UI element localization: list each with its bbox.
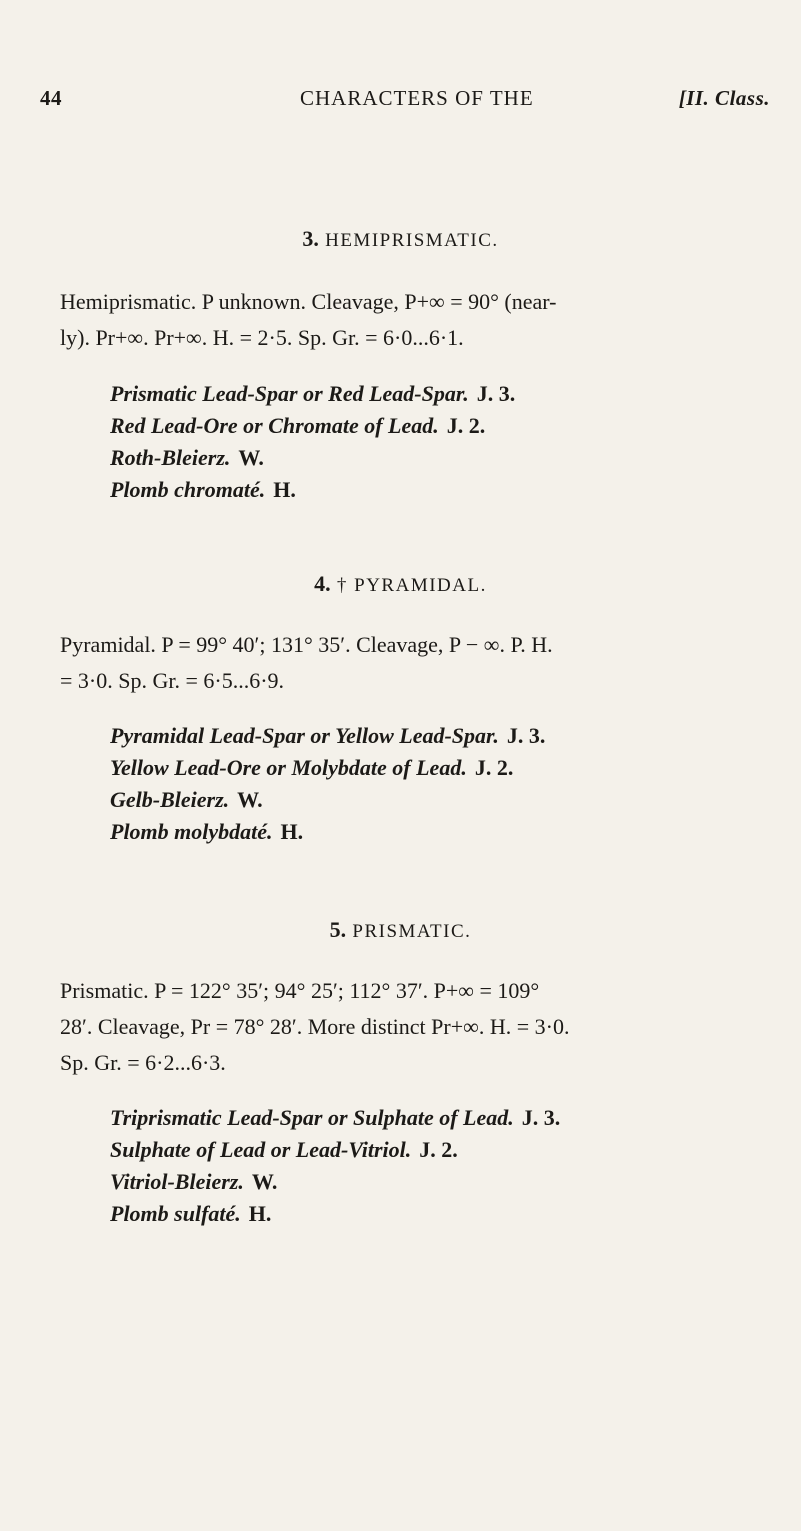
synonym-author: W. <box>237 787 263 812</box>
synonym-entry <box>110 752 770 784</box>
description-line: = 3·0. Sp. Gr. = 6·5...6·9. <box>60 668 285 693</box>
synonym-name: Prismatic Lead-Spar or Red Lead-Spar. <box>110 381 469 406</box>
synonym-list <box>110 1102 770 1230</box>
synonym-name: Plomb sulfaté. <box>110 1201 241 1226</box>
description-line: 28′. Cleavage, Pr = 78° 28′. More distinct Pr+∞. H. = 3·0. <box>60 1014 570 1039</box>
synonym-name: Yellow Lead-Ore or Molybdate of Lead. <box>110 755 467 780</box>
synonym-author: W. <box>251 1169 278 1194</box>
section-heading <box>0 226 801 252</box>
synonym-author: H. <box>280 819 304 844</box>
synonym-entry <box>110 1166 770 1198</box>
running-title: CHARACTERS OF THE <box>300 86 534 110</box>
synonym-entry <box>110 784 770 816</box>
synonym-name: Red Lead-Ore or Chromate of Lead. <box>110 413 439 438</box>
section-number: 5. <box>329 917 347 942</box>
synonym-list <box>110 378 770 506</box>
description-line: Sp. Gr. = 6·2...6·3. <box>60 1050 226 1075</box>
synonym-entry <box>110 720 770 752</box>
section-title: PRISMATIC. <box>352 921 472 942</box>
synonym-author: J. 2. <box>419 1137 458 1162</box>
synonym-author: H. <box>273 477 296 502</box>
synonym-entry <box>110 1134 770 1166</box>
synonym-entry <box>110 378 770 410</box>
class-label: [II. Class. <box>678 86 770 110</box>
description-line: Pyramidal. P = 99° 40′; 131° 35′. Cleavage, P − ∞. P. H. <box>60 632 553 657</box>
section-heading <box>0 571 801 597</box>
synonym-name: Gelb-Bleierz. <box>110 787 230 812</box>
synonym-entry <box>110 816 770 848</box>
page-number: 44 <box>40 86 62 110</box>
synonym-name: Plomb chromaté. <box>110 477 266 502</box>
synonym-author: J. 3. <box>521 1105 561 1130</box>
synonym-entry <box>110 474 770 506</box>
section-description <box>60 284 765 356</box>
section-description <box>60 973 765 1081</box>
synonym-author: W. <box>238 445 264 470</box>
synonym-author: J. 2. <box>474 755 514 780</box>
synonym-author: H. <box>248 1201 272 1226</box>
synonym-entry <box>110 410 770 442</box>
page-header <box>40 86 770 116</box>
section-description <box>60 627 765 699</box>
section-number: 4. <box>314 571 331 596</box>
synonym-entry <box>110 1102 770 1134</box>
section-heading <box>0 917 801 943</box>
synonym-author: J. 2. <box>446 413 486 438</box>
synonym-name: Roth-Bleierz. <box>110 445 231 470</box>
synonym-name: Triprismatic Lead-Spar or Sulphate of Lead. <box>110 1105 514 1130</box>
synonym-name: Vitriol-Bleierz. <box>110 1169 244 1194</box>
synonym-entry <box>110 1198 770 1230</box>
description-line: ly). Pr+∞. Pr+∞. H. = 2·5. Sp. Gr. = 6·0...6·1. <box>60 325 464 350</box>
synonym-author: J. 3. <box>506 723 546 748</box>
synonym-name: Sulphate of Lead or Lead-Vitriol. <box>110 1137 412 1162</box>
synonym-name: Plomb molybdaté. <box>110 819 273 844</box>
synonym-entry <box>110 442 770 474</box>
description-line: Hemiprismatic. P unknown. Cleavage, P+∞ = 90° (near- <box>60 289 557 314</box>
section-title: HEMIPRISMATIC. <box>325 230 499 251</box>
synonym-author: J. 3. <box>476 381 516 406</box>
description-line: Prismatic. P = 122° 35′; 94° 25′; 112° 37′. P+∞ = 109° <box>60 978 540 1003</box>
section-number: 3. <box>302 226 319 251</box>
synonym-list <box>110 720 770 848</box>
section-title: † PYRAMIDAL. <box>336 575 487 596</box>
synonym-name: Pyramidal Lead-Spar or Yellow Lead-Spar. <box>110 723 499 748</box>
